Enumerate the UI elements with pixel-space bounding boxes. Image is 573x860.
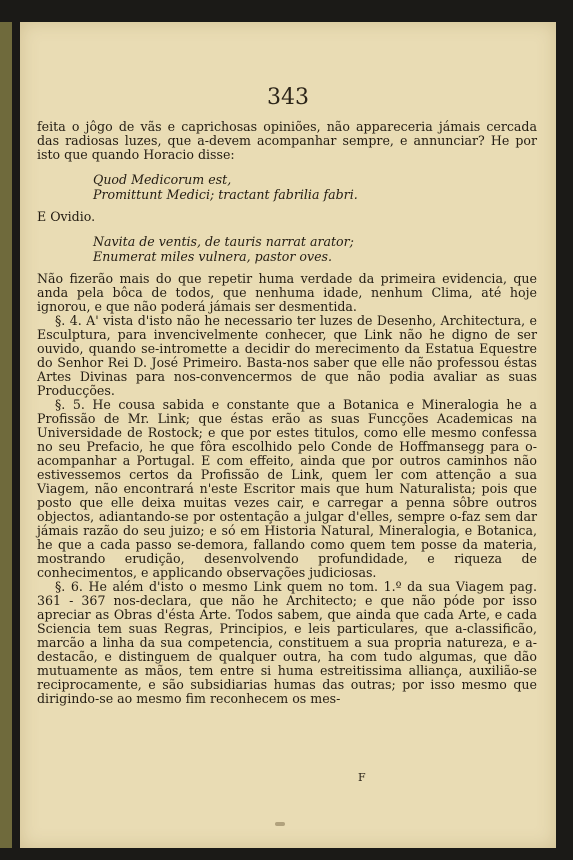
quote-line: Navita de ventis, de tauris narrat arator; bbox=[93, 234, 354, 249]
quote-line: Quod Medicorum est, bbox=[93, 172, 232, 187]
page-body bbox=[37, 120, 537, 706]
opening-paragraph: feita o jôgo de vãs e caprichosas opiniões, não appareceria jámais cercada das radiosas luzes, que a-devem acompanhar sempre, e annunciar? He por isto que quando Horacio disse: bbox=[37, 119, 537, 162]
page-number: 343 bbox=[267, 85, 309, 110]
ovid-quote bbox=[93, 234, 537, 264]
section-4: §. 4. A' vista d'isto não he necessario ter luzes de Desenho, Architectura, e Esculptura, para invencivelmente conhecer, que Link não he digno de ser ouvido, quando se-intromette a decidir do merecimento da Estatua Equestre do Senhor Rei D. José Primeiro. Basta-nos saber que elle não professou éstas Artes Divinas para nos-convencermos de que não podia avaliar as suas Producções. bbox=[37, 313, 537, 398]
quote-line: Promittunt Medici; tractant fabrilia fabri. bbox=[93, 187, 358, 202]
signature-mark: F bbox=[358, 771, 366, 784]
book-page bbox=[20, 22, 556, 848]
ink-smudge bbox=[275, 822, 285, 826]
binding-edge bbox=[0, 22, 12, 848]
section-6: §. 6. He além d'isto o mesmo Link quem no tom. 1.º da sua Viagem pag. 361 - 367 nos-declara, que não he Architecto; e que não póde por isso apreciar as Obras d'ésta Arte. Todos sabem, que ainda que cada Arte, e cada Sciencia tem suas Regras, Principios, e leis particulares, que a-classificão, marcão a linha da sua competencia, constituem a sua propria natureza, e a-destacão, e distinguem de qualquer outra, ha com tudo algumas, que dão mutuamente as mãos, tem entre si huma estreitissima alliança, auxilião-se reciprocamente, e são subsidiarias humas das outras; por isso mesmo que dirigindo-se ao mesmo fim reconhecem os mes- bbox=[37, 579, 537, 706]
horace-quote bbox=[93, 172, 537, 202]
quote-line: Enumerat miles vulnera, pastor oves. bbox=[93, 249, 332, 264]
after-quote-paragraph: Não fizerão mais do que repetir huma verdade da primeira evidencia, que anda pela bôca de todos, que nenhuma idade, nenhum Clima, até hoje ignorou, e que não poderá jámais ser desmentida. bbox=[37, 271, 537, 314]
ovid-intro: E Ovidio. bbox=[37, 209, 96, 224]
section-5: §. 5. He cousa sabida e constante que a Botanica e Mineralogia he a Profissão de Mr. Link; que éstas erão as suas Funcções Academicas na Universidade de Rostock; e que por estes titulos, como elle mesmo confessa no seu Prefacio, he que fôra escolhido pelo Conde de Hoffmansegg para o-acompanhar a Portugal. E com effeito, ainda que por outros caminhos não estivessemos certos da Profissão de Link, quem ler com attenção a sua Viagem, não encontrará n'este Escritor mais que hum Naturalista; pois que posto que elle deixa muitas vezes cair, e carregar a penna sôbre outros objectos, adiantando-se por ostentação a julgar d'elles, sempre o-faz sem dar jámais razão do seu juizo; e só em Historia Natural, Mineralogia, e Botanica, he que a cada passo se-demora, fallando como quem tem posse da materia, mostrando erudição, desenvolvendo profundidade, e riqueza de conhecimentos, e applicando observações judiciosas. bbox=[37, 397, 537, 580]
